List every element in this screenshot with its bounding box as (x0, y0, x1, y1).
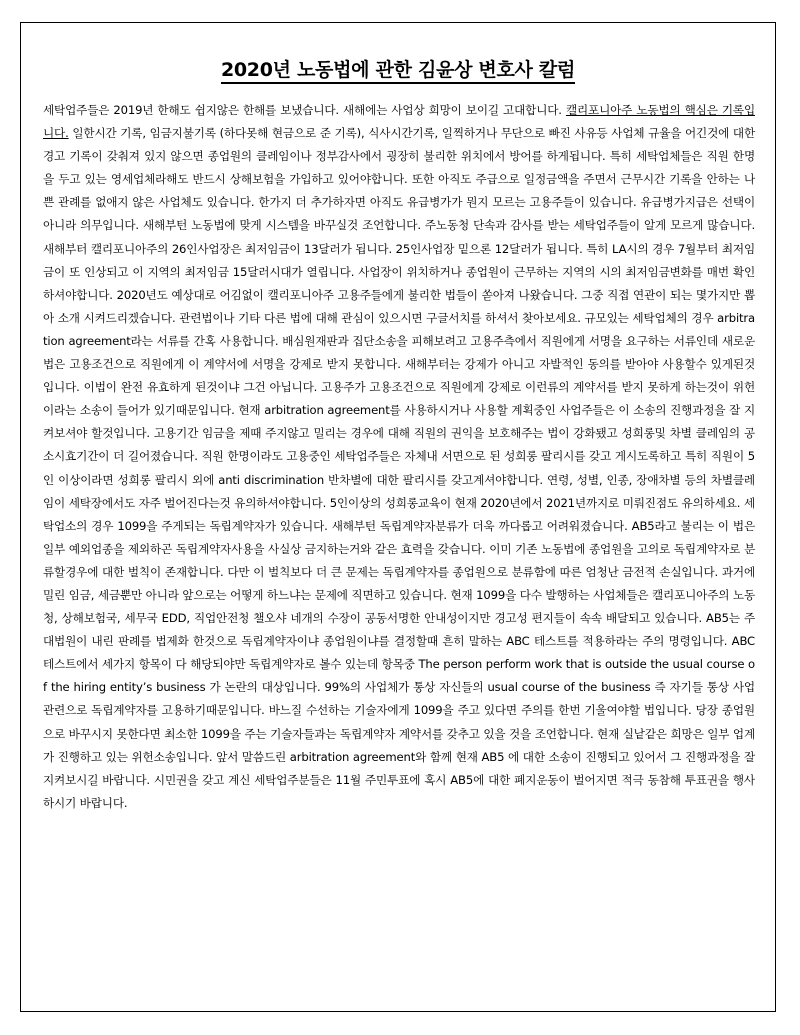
article-body-intro: 세탁업주들은 2019년 한해도 쉽지않은 한해를 보냈습니다. 새해에는 사업상 희망이 보이길 고대합니다. (43, 103, 566, 117)
article-title (21, 55, 775, 82)
article-body-underlined: 캘리포니아주 노동법의 핵심은 기록입니다. (43, 103, 755, 141)
article-body-main: 일한시간 기록, 임금지불기록 (하다못해 현금으로 준 기록), 식사시간기록, 일찍하거나 무단으로 빠진 사유등 사업체 규율을 어긴것에 대한 경고 기록이 갖춰져 있지 않으면 종업원의 클레임이나 정부감사에서 굉장히 불리한 위치에서 방어를 하게됩니다. 특히 세탁업체들은 직원 한명을 두고 있는 영세업체라해도 반드시 상해보험을 가입하고 있어야합니다. 또한 아직도 주급으로 일정금액을 주면서 근무시간 기록을 안하는 나쁜 관례를 없애지 않은 사업체도 있습니다. 한가지 더 추가하자면 아직도 유급병가가 뭔지 모르는 고용주들이 있습니다. 유급병가지급은 선택이 아니라 의무입니다. 새해부턴 노동법에 맞게 시스템을 바꾸실것 조언합니다. 주노동청 단속과 감사를 받는 세탁업주들이 알게 모르게 많습니다. 새해부터 캘리포니아주의 26인사업장은 최저임금이 13달러가 됩니다. 25인사업장 밑으론 12달러가 됩니다. 특히 LA시의 경우 7월부터 최저임금이 또 인상되고 이 지역의 최저임금 15달러시대가 열립니다. 사업장이 위치하거나 종업원이 근무하는 지역의 시의 최저임금변화를 매번 확인하셔야합니다. 2020년도 예상대로 어김없이 캘리포니아주 고용주들에게 불리한 법들이 쏟아져 나왔습니다. 그중 직접 연관이 되는 몇가지만 뽑아 소개 시켜드리겠습니다. 관련법이나 기타 다른 법에 대해 관심이 있으시면 구글서치를 하셔서 찾아보세요. 규모있는 세탁업체의 경우 arbitration agreement라는 서류를 간혹 사용합니다. 배심원재판과 집단소송을 피해보려고 고용주측에서 직원에게 서명을 요구하는 서류인데 새로운법은 고용조건으로 직원에게 이 계약서에 서명을 강제로 받지 못합니다. 새해부터는 강제가 아니고 자발적인 동의를 받아야 사용할수 있게된것입니다. 이법이 완전 유효하게 된것이냐 그건 아닙니다. 고용주가 고용조건으로 직원에게 강제로 이런류의 계약서를 받지 못하게 하는것이 위헌이라는 소송이 들어가 있기때문입니다. 현재 arbitration agreement를 사용하시거나 사용할 계획중인 사업주들은 이 소송의 진행과정을 잘 지켜보셔야 할것입니다. 고용기간 임금을 제때 주지않고 밀리는 경우에 대해 직원의 권익을 보호해주는 법이 강화됐고 성희롱및 차별 클레임의 공소시효기간이 더 길어졌습니다. 직원 한명이라도 고용중인 세탁업주들은 자체내 서면으로 된 성희롱 팔리시를 갖고 게시도록하고 특히 직원이 5인 이상이라면 성희롱 팔리시 외에 anti discrimination 반차별에 대한 팔리시를 갖고계셔야합니다. 연령, 성별, 인종, 장애차별 등의 차별클레임이 세탁장에서도 자주 벌어진다는것 유의하셔야합니다. 5인이상의 성희롱교육이 현재 2020년에서 2021년까지로 미뤄진점도 유의하세요. 세탁업소의 경우 1099을 주게되는 독립계약자가 있습니다. 새해부턴 독립계약자분류가 더욱 까다롭고 어려워졌습니다. AB5라고 불리는 이 법은 일부 예외업종을 제외하곤 독립계약자사용을 사실상 금지하는거와 같은 효력을 갖습니다. 이미 기존 노동법에 종업원을 고의로 독립계약자로 분류할경우에 대한 벌칙이 존재합니다. 다만 이 벌칙보다 더 큰 문제는 독립계약자를 종업원으로 분류함에 따른 엄청난 금전적 손실입니다. 과거에 밀린 임금, 세금뿐만 아니라 앞으로는 어떻게 하느냐는 문제에 직면하고 있습니다. 현재 1099을 다수 발행하는 사업체들은 캘리포니아주의 노동청, 상해보험국, 세무국 EDD, 직업안전청 챌오샤 네개의 수장이 공동서명한 안내성이지만 경고성 편지들이 속속 배달되고 있습니다. AB5는 주대법원이 내린 판례를 법제화 한것으로 독립계약자이냐 종업원이냐를 결정할때 흔히 말하는 ABC 테스트를 적용하라는 주의 명령입니다. ABC 테스트에서 세가지 항목이 다 해당되야만 독립계약자로 볼수 있는데 항목중 The person perform work that is outside the usual course of the hiring entity’s business 가 논란의 대상입니다. 99%의 사업체가 통상 자신들의 usual course of the business 즉 자기들 통상 사업관련으로 독립계약자를 고용하기때문입니다. 바느질 수선하는 기술자에게 1099을 주고 있다면 주의를 한번 기울여야할 법입니다. 당장 종업원으로 바꾸시지 못한다면 최소한 1099을 주는 기술자들과는 독립계약자 계약서를 갖추고 있을 것을 조언합니다. 현재 실낱같은 희망은 일부 업계가 진행하고 있는 위헌소송입니다. 앞서 말씀드린 arbitration agreement와 함께 현재 AB5 에 대한 소송이 진행되고 있어서 그 진행과정을 잘 지켜보시길 바랍니다. 시민권을 갖고 계신 세탁업주분들은 11월 주민투표에 혹시 AB5에 대한 폐지운동이 벌어지면 적극 동참해 투표권을 행사하시기 바랍니다. (43, 126, 755, 810)
article-body (43, 99, 755, 815)
article-page (20, 22, 776, 1012)
article-title-text: 2020년 노동법에 관한 김윤상 변호사 칼럼 (221, 59, 575, 84)
